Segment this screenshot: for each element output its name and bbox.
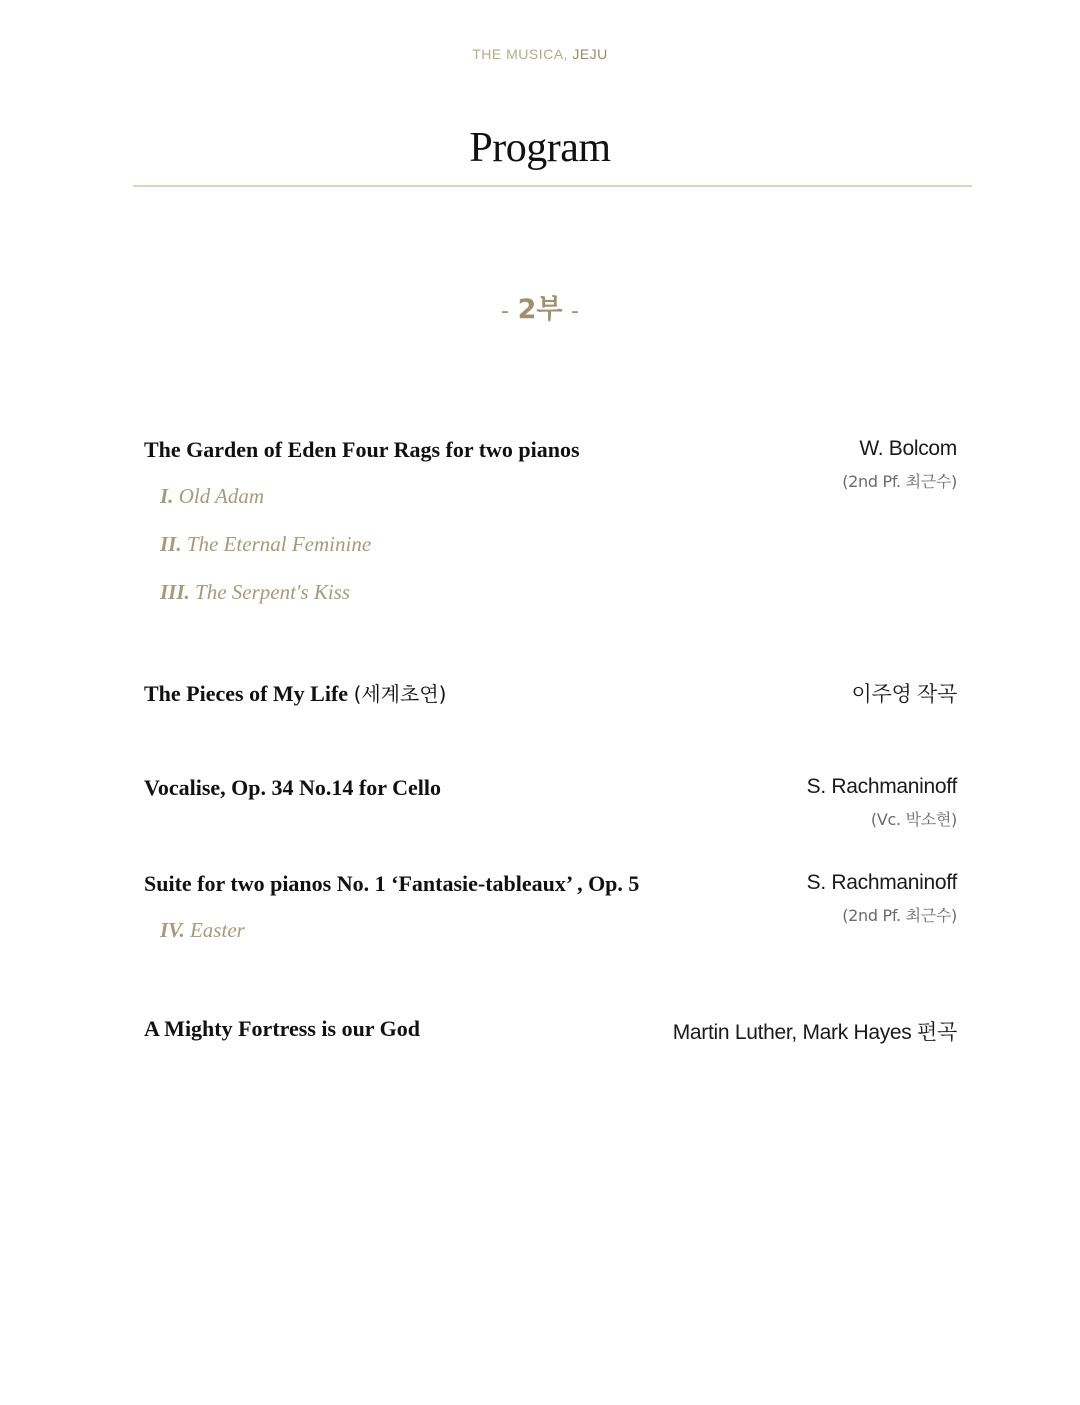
header-brand bbox=[0, 46, 1080, 62]
part-number: 2부 bbox=[517, 294, 563, 325]
piece-title: The Garden of Eden Four Rags for two pianos bbox=[144, 437, 580, 462]
movement-numeral: IV. bbox=[160, 918, 185, 942]
movement-name: Easter bbox=[189, 918, 245, 942]
movement-item bbox=[160, 532, 371, 557]
title-divider bbox=[133, 185, 972, 187]
piece-title-line bbox=[144, 678, 446, 707]
brand-prefix: THE MUSICA, bbox=[472, 46, 568, 62]
page-title: Program bbox=[469, 125, 611, 171]
movement-name: The Serpent's Kiss bbox=[195, 580, 351, 604]
brand-location: JEJU bbox=[572, 46, 608, 62]
part-dash-right: - bbox=[571, 299, 579, 324]
program-item bbox=[144, 1016, 957, 1056]
movement-item bbox=[160, 580, 350, 605]
performer-credit: (2nd Pf. 최근수) bbox=[842, 472, 957, 491]
movement-item bbox=[160, 484, 264, 509]
piece-title: A Mighty Fortress is our God bbox=[144, 1016, 421, 1041]
program-item bbox=[144, 437, 957, 617]
premiere-note: (세계초연) bbox=[353, 682, 447, 706]
composer-name: 이주영 작곡 bbox=[851, 683, 957, 706]
composer-name: S. Rachmaninoff bbox=[806, 871, 957, 894]
movement-item bbox=[160, 918, 245, 943]
program-item bbox=[144, 775, 957, 845]
composer-name: Martin Luther, Mark Hayes 편곡 bbox=[672, 1021, 957, 1044]
movement-name: Old Adam bbox=[178, 484, 265, 508]
program-item bbox=[144, 871, 957, 951]
program-item bbox=[144, 678, 957, 718]
composer-name: S. Rachmaninoff bbox=[806, 775, 957, 798]
performer-credit: (2nd Pf. 최근수) bbox=[842, 906, 957, 925]
movement-numeral: III. bbox=[160, 580, 190, 604]
piece-title: Vocalise, Op. 34 No.14 for Cello bbox=[144, 775, 441, 800]
movement-numeral: II. bbox=[160, 532, 182, 556]
movement-numeral: I. bbox=[160, 484, 174, 508]
composer-name: W. Bolcom bbox=[859, 437, 957, 460]
part-label bbox=[0, 287, 1080, 326]
part-dash-left: - bbox=[501, 299, 509, 324]
piece-title: Suite for two pianos No. 1 ‘Fantasie-tableaux’ , Op. 5 bbox=[144, 871, 640, 896]
piece-title: The Pieces of My Life bbox=[144, 681, 349, 706]
movement-name: The Eternal Feminine bbox=[186, 532, 372, 556]
performer-credit: (Vc. 박소현) bbox=[870, 810, 957, 829]
